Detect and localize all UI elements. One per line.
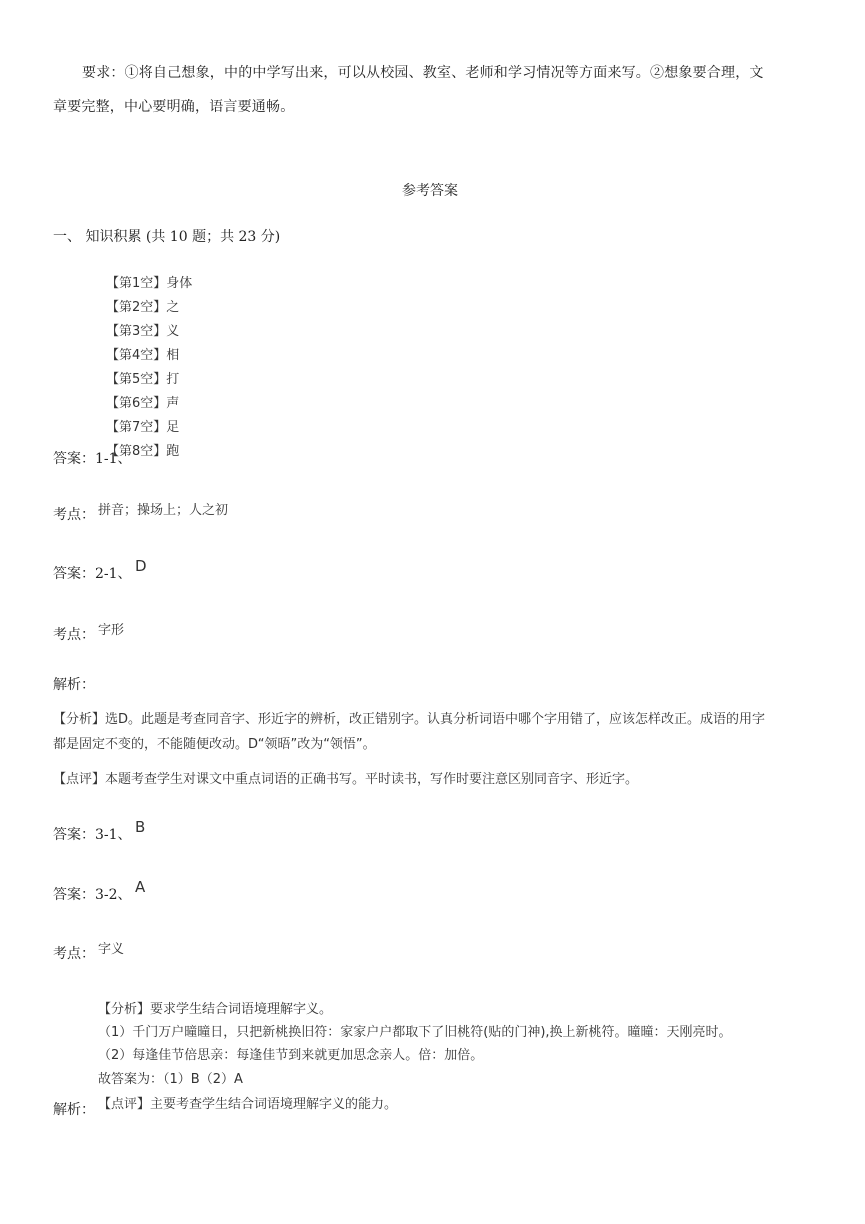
blank-tag: 【第2空】 bbox=[106, 300, 167, 315]
blank-tag: 【第6空】 bbox=[106, 396, 167, 411]
q1-kaodian-label: 考点： bbox=[53, 507, 95, 523]
blank-row bbox=[106, 344, 192, 368]
blank-row bbox=[106, 272, 192, 296]
q3-analysis-line-3: （2）每逢佳节倍思亲：每逢佳节到来就更加思念亲人。倍：加倍。 bbox=[98, 1048, 484, 1063]
part-heading: 一、 知识积累 (共 10 题；共 23 分) bbox=[53, 229, 281, 245]
q3-jiexi-label: 解析： bbox=[53, 1102, 95, 1118]
blank-value: 身体 bbox=[166, 276, 193, 291]
blank-tag: 【第1空】 bbox=[106, 276, 167, 291]
blank-value: 打 bbox=[166, 372, 180, 387]
q3-kaodian-label: 考点： bbox=[53, 946, 95, 962]
blank-value: 之 bbox=[166, 300, 180, 315]
q2-analysis-line-1: 【分析】选D。此题是考查同音字、形近字的辨析，改正错别字。认真分析词语中哪个字用错了，应该怎样改正。成语的用字 bbox=[53, 712, 766, 727]
blank-tag: 【第4空】 bbox=[106, 348, 167, 363]
blank-row bbox=[106, 296, 192, 320]
q1-kaodian-value: 拼音；操场上；人之初 bbox=[98, 503, 229, 518]
blank-list bbox=[106, 272, 192, 464]
blank-tag: 【第5空】 bbox=[106, 372, 167, 387]
requirements-line-2: 章要完整，中心要明确，语言要通畅。 bbox=[53, 99, 295, 115]
q2-answer-value: D bbox=[135, 557, 147, 575]
q3-answer2-value: A bbox=[135, 878, 146, 896]
answer-section-title: 参考答案 bbox=[402, 183, 458, 199]
blank-row bbox=[106, 392, 192, 416]
blank-tag: 【第3空】 bbox=[106, 324, 167, 339]
blank-row bbox=[106, 320, 192, 344]
blank-value: 相 bbox=[166, 348, 180, 363]
blank-value: 声 bbox=[166, 396, 180, 411]
blank-row bbox=[106, 416, 192, 440]
q3-analysis-line-1: 【分析】要求学生结合词语境理解字义。 bbox=[98, 1002, 333, 1017]
q3-analysis-line-4: 故答案为：（1）B（2）A bbox=[98, 1072, 243, 1087]
blank-value: 足 bbox=[166, 420, 180, 435]
q3-answer1-value: B bbox=[135, 818, 146, 836]
q2-comment: 【点评】本题考查学生对课文中重点词语的正确书写。平时读书，写作时要注意区别同音字、形近字。 bbox=[53, 772, 639, 787]
q3-answer1-label: 答案：3-1、 bbox=[53, 827, 132, 843]
blank-value: 义 bbox=[166, 324, 180, 339]
q3-analysis-line-2: （1）千门万户曈曈日，只把新桃换旧符：家家户户都取下了旧桃符(贴的门神),换上新桃符。曈曈：天刚亮时。 bbox=[98, 1025, 732, 1040]
q3-kaodian-value: 字义 bbox=[98, 942, 125, 957]
q2-answer-label: 答案：2-1、 bbox=[53, 566, 132, 582]
q2-jiexi-label: 解析： bbox=[53, 677, 95, 693]
requirements-line-1: 要求：①将自己想象，中的中学写出来，可以从校园、教室、老师和学习情况等方面来写。②想象要合理，文 bbox=[82, 65, 764, 81]
blank-row bbox=[106, 368, 192, 392]
q1-answer-label: 答案：1-1、 bbox=[53, 451, 132, 467]
q2-analysis-line-2: 都是固定不变的，不能随便改动。D“领晤”改为“领悟”。 bbox=[53, 737, 376, 752]
q3-comment: 【点评】主要考查学生结合词语境理解字义的能力。 bbox=[98, 1097, 398, 1112]
blank-tag: 【第8空】 bbox=[106, 444, 167, 459]
blank-value: 跑 bbox=[166, 444, 180, 459]
q2-kaodian-value: 字形 bbox=[98, 623, 125, 638]
blank-tag: 【第7空】 bbox=[106, 420, 167, 435]
q2-kaodian-label: 考点： bbox=[53, 627, 95, 643]
q3-answer2-label: 答案：3-2、 bbox=[53, 887, 132, 903]
